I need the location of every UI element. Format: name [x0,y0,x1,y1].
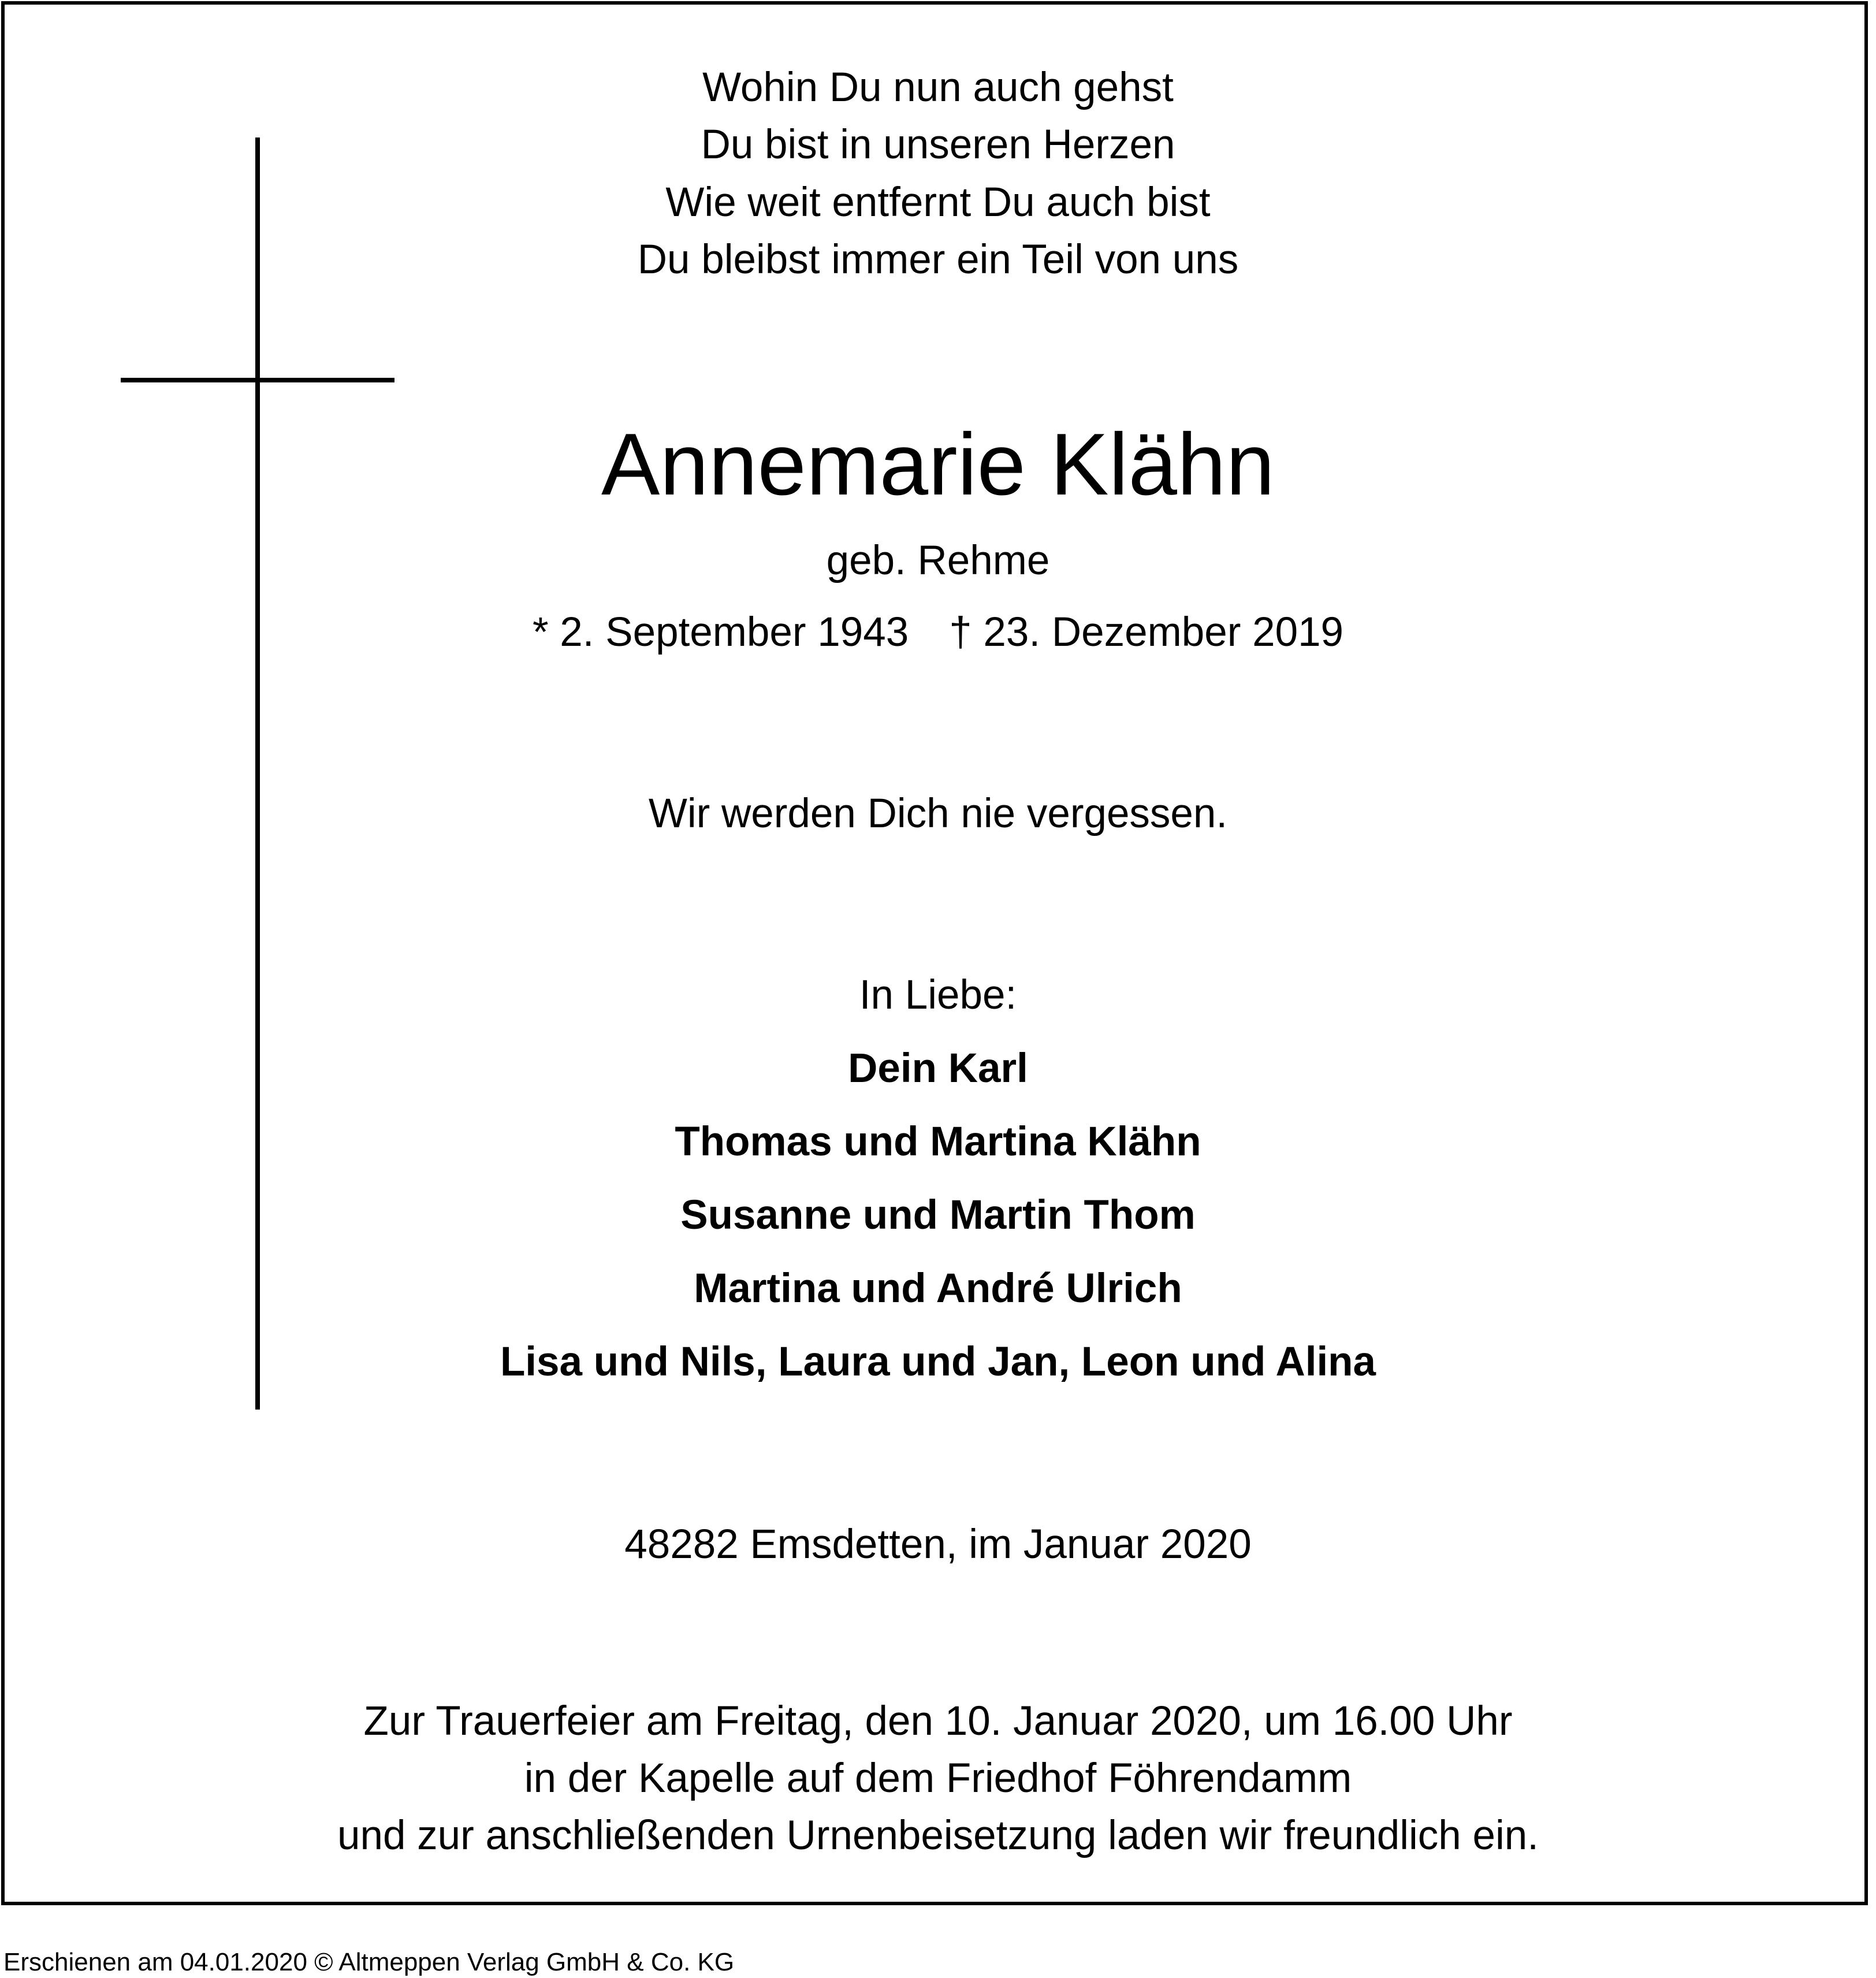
mourner-name: Lisa und Nils, Laura und Jan, Leon und Alina [500,1339,1376,1385]
mourner-name: Susanne und Martin Thom [680,1192,1196,1238]
ceremony-line: in der Kapelle auf dem Friedhof Föhrendamm [524,1756,1352,1801]
poem-line: Du bleibst immer ein Teil von uns [637,237,1239,282]
poem-line: Wohin Du nun auch gehst [702,65,1174,110]
cross-icon-horizontal-bar [121,378,394,382]
poem-line: Wie weit entfernt Du auch bist [665,180,1211,225]
mourner-name: Martina und André Ulrich [694,1266,1182,1311]
message: Wir werden Dich nie vergessen. [648,791,1228,836]
life-dates [0,609,1876,655]
mourner-name: Dein Karl [848,1046,1028,1091]
poem-line: Du bist in unseren Herzen [701,122,1175,168]
notice-frame [1,1,1868,1905]
birth-date: * 2. September 1943 [532,609,909,655]
place-date: 48282 Emsdetten, im Januar 2020 [624,1522,1252,1567]
ceremony-line: und zur anschließenden Urnenbeisetzung laden wir freundlich ein. [337,1813,1539,1858]
ceremony-line: Zur Trauerfeier am Freitag, den 10. Januar 2020, um 16.00 Uhr [363,1698,1513,1744]
mourner-name: Thomas und Martina Klähn [675,1119,1201,1165]
deceased-name: Annemarie Klähn [601,415,1275,514]
publication-footer: Erschienen am 04.01.2020 © Altmeppen Verlag GmbH & Co. KG [3,1948,735,1976]
maiden-name: geb. Rehme [826,538,1050,583]
death-date: † 23. Dezember 2019 [949,609,1344,655]
mourners-intro: In Liebe: [859,972,1017,1018]
